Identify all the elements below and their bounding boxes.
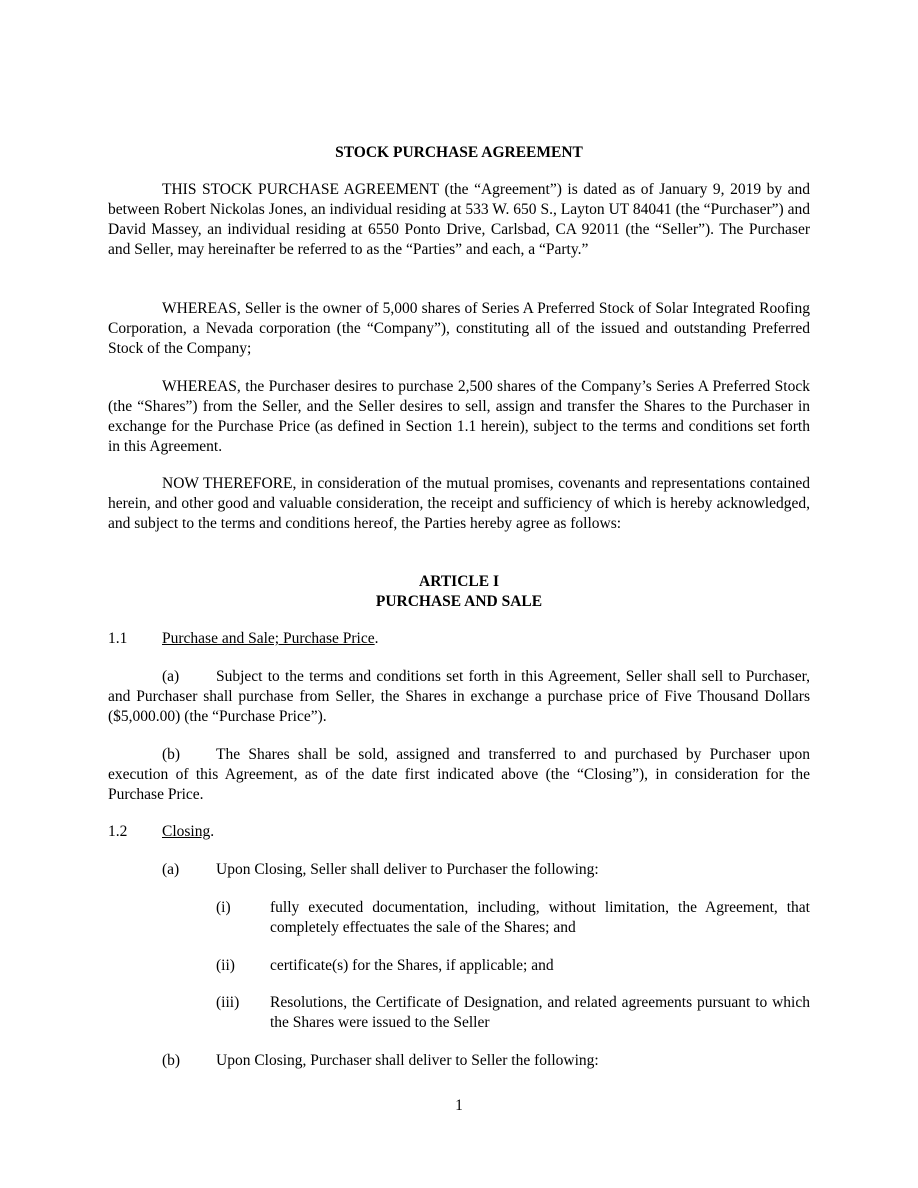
intro-paragraph: THIS STOCK PURCHASE AGREEMENT (the “Agreement”) is dated as of January 9, 2019 by and between Robert Nickolas Jones, an individual residing at 533 W. 650 S., Layton UT 84041 (the “Purchaser”) and David Massey, an individual residing at 6550 Ponto Drive, Carlsbad, CA 92011 (the “Seller”). The Purchaser and Seller, may hereinafter be referred to as the “Parties” and each, a “Party.” <box>108 181 810 258</box>
section-1-1-a <box>108 667 810 727</box>
section-heading: Purchase and Sale; Purchase Price <box>162 630 375 647</box>
clause-label: (b) <box>162 746 181 763</box>
section-1-2-a-ii <box>216 956 810 976</box>
now-therefore-paragraph: NOW THEREFORE, in consideration of the mutual promises, covenants and representations contained herein, and other good and valuable consideration, the receipt and sufficiency of which is hereby acknowledged, and subject to the terms and conditions hereof, the Parties hereby agree as follows: <box>108 475 810 532</box>
section-1-1-b <box>108 745 810 805</box>
article-title: PURCHASE AND SALE <box>375 593 543 610</box>
section-number: 1.2 <box>108 823 128 840</box>
whereas-paragraph-1: WHEREAS, Seller is the owner of 5,000 shares of Series A Preferred Stock of Solar Integrated Roofing Corporation, a Nevada corporation (the “Company”), constituting all of the issued and outstanding Preferred Stock of the Company; <box>108 300 810 357</box>
subclause-text: fully executed documentation, including, without limitation, the Agreement, that completely effectuates the sale of the Shares; and <box>270 899 810 936</box>
clause-label: (b) <box>162 1052 181 1069</box>
section-number: 1.1 <box>108 630 128 647</box>
article-number: ARTICLE I <box>419 573 499 590</box>
section-heading: Closing <box>162 823 211 840</box>
clause-text: Subject to the terms and conditions set forth in this Agreement, Seller shall sell to Purchaser, and Purchaser shall purchase from Seller, the Shares in exchange a purchase price of Five Thousand Dollars ($5,000.00) (the “Purchase Price”). <box>108 668 810 725</box>
section-1-2-a-i <box>216 898 810 938</box>
subclause-label: (ii) <box>216 957 235 974</box>
section-1-2-a <box>162 860 810 880</box>
subclause-label: (iii) <box>216 994 240 1011</box>
clause-text: Upon Closing, Seller shall deliver to Purchaser the following: <box>216 861 599 878</box>
section-1-2-heading: 1.2 Closing. <box>108 823 215 840</box>
section-1-2-a-iii <box>216 993 810 1033</box>
section-1-2-b <box>162 1051 810 1071</box>
document-title: STOCK PURCHASE AGREEMENT <box>335 144 583 161</box>
page-number: 1 <box>455 1097 463 1114</box>
whereas-paragraph-2: WHEREAS, the Purchaser desires to purchase 2,500 shares of the Company’s Series A Preferred Stock (the “Shares”) from the Seller, and the Seller desires to sell, assign and transfer the Shares to the Purchaser in exchange for the Purchase Price (as defined in Section 1.1 herein), subject to the terms and conditions set forth in this Agreement. <box>108 378 810 455</box>
clause-label: (a) <box>162 861 180 878</box>
clause-label: (a) <box>162 668 180 685</box>
subclause-text: certificate(s) for the Shares, if applicable; and <box>270 957 554 974</box>
subclause-text: Resolutions, the Certificate of Designation, and related agreements pursuant to which the Shares were issued to the Seller <box>270 994 810 1031</box>
clause-text: The Shares shall be sold, assigned and transferred to and purchased by Purchaser upon execution of this Agreement, as of the date first indicated above (the “Closing”), in consideration for the Purchase Price. <box>108 746 810 803</box>
subclause-label: (i) <box>216 899 231 916</box>
article-heading <box>108 572 810 612</box>
clause-text: Upon Closing, Purchaser shall deliver to Seller the following: <box>216 1052 599 1069</box>
section-1-1-heading: 1.1 Purchase and Sale; Purchase Price. <box>108 630 379 647</box>
